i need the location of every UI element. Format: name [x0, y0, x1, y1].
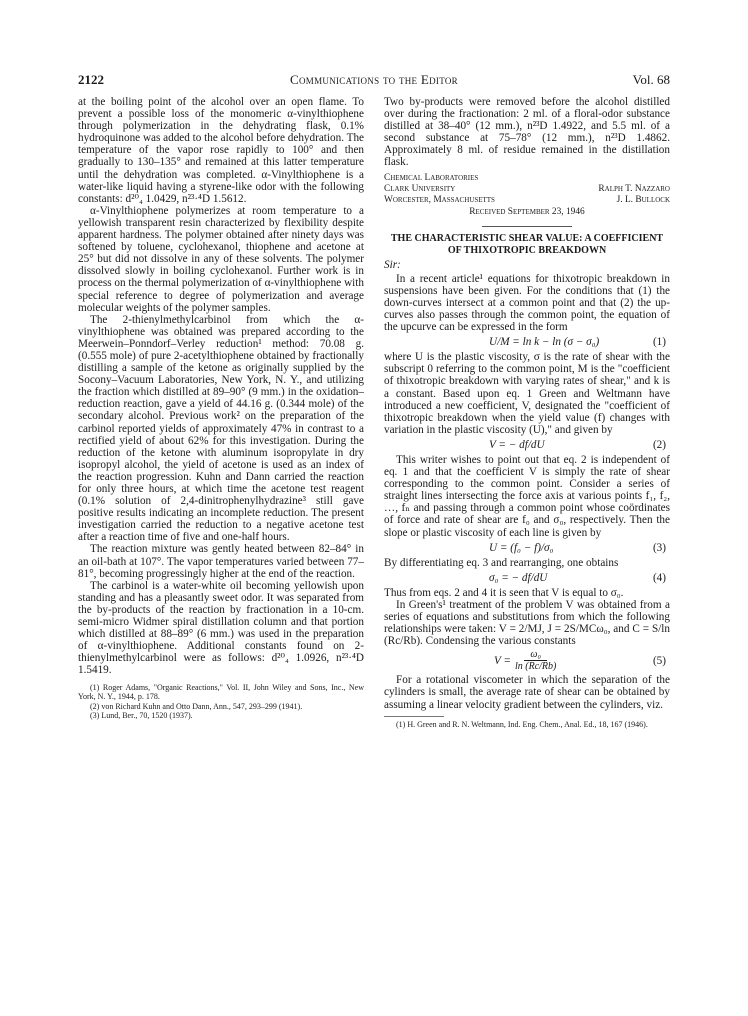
right-column: [384, 96, 670, 729]
paragraph: In Green's¹ treatment of the problem V was obtained from a series of equations and substitutions from which the following relationships were taken: V = 2/MJ, J = 2S/MCω₀, and C = S/ln (Rc/Rb). Condensing the various constants: [384, 599, 670, 648]
university-name: Clark University: [384, 183, 456, 194]
footnote: (3) Lund, Ber., 70, 1520 (1937).: [90, 711, 193, 721]
received-date: Received September 23, 1946: [469, 206, 585, 217]
equation: [384, 647, 670, 674]
paragraph: For a rotational viscometer in which the separation of the cylinders is small, the average rate of shear can be obtained by assuming a linear velocity gradient between the cylinders, viz.: [384, 674, 670, 711]
salutation: Sir:: [384, 258, 401, 271]
running-title: Communications to the Editor: [290, 72, 458, 87]
paragraph: Two by-products were removed before the alcohol distilled over during the fractionation: 2 ml. of a floral-odor substance distilled at 38–40° (12 mm.), n²³D 1.4922, and 5.5 ml. of a second substance at 75–78° (12 mm.), n²³D 1.4862. Approximately 8 ml. of residue remained in the distillation flask.: [384, 96, 670, 169]
fraction-numerator: ω₀: [524, 649, 547, 661]
paragraph: α-Vinylthiophene polymerizes at room temperature to a yellowish transparent resin characterized by flexibility despite apparent hardness. The polymer obtained after ninety days was softened by toluene, cyclohexanol, thiophene and acetone at 25° but did not dissolve in any of these solvents. The polymer dissolved slowly in boiling cyclohexanol. Further work is in process on the thermal polymerization of α-vinylthiophene with special reference to degree of polymerization and average molecular weights of the polymer samples.: [78, 204, 364, 314]
equation-lhs: V =: [494, 654, 511, 667]
left-column: [78, 96, 364, 721]
fraction-denominator: ln (Rc/Rb): [514, 661, 557, 673]
paragraph: In a recent article¹ equations for thixotropic breakdown in suspensions have been given. For the conditions that (1) the down-curves intersect at a common point and that (2) the up-curves also passes through the common point, the equation of the upcurve can be expressed in the form: [384, 272, 670, 334]
paragraph: This writer wishes to point out that eq. 2 is independent of eq. 1 and that the coefficient V is simply the rate of shear corresponding to the common point. Consider a series of straight lines intersecting the force axis at various points f₁, f₂, …, fₙ and passing through a common point whose coördinates of force and rate of shear are f₀ and σ₀, respectively. Then the slope or plastic viscosity of each line is given by: [384, 453, 670, 539]
paragraph: where U is the plastic viscosity, σ is the rate of shear with the subscript 0 referring to the common point, M is the "coefficient of thixotropic breakdown with varying rates of shear," and k is a constant. Based upon eq. 1 Green and Weltmann have introduced a new coefficient, V, designated the "coefficient of thixotropic breakdown when the yield value (f) changes with variation in the plastic viscosity (U)," and given by: [384, 351, 670, 436]
equation-body: U/M = ln k − ln (σ − σ₀): [489, 336, 600, 349]
city-name: Worcester, Massachusetts: [384, 194, 495, 205]
paragraph: The reaction mixture was gently heated between 82–84° in an oil-bath at 107°. The vapor temperatures varied between 77–81°, becoming progressingly higher at the end of the reaction.: [78, 543, 364, 580]
author-name: J. L. Bullock: [616, 194, 670, 205]
fraction: [515, 649, 556, 672]
paragraph: The carbinol is a water-white oil becoming yellowish upon standing and has a pleasantly sweet odor. It was separated from the by-products of the reaction by fractionation in a 10-cm. semi-micro Widmer spiral distillation column and that portion which distilled at 88–89° (6 mm.) was used in the preparation of α-vinylthiophene. Additional constants found on 2-thienylmethylcarbinol were as follows: d²⁰₄ 1.0926, n²³·⁴D 1.5419.: [78, 579, 364, 677]
equation-number: (3): [652, 541, 666, 554]
footnotes: [78, 683, 364, 721]
author-name: Ralph T. Nazzaro: [598, 183, 670, 194]
footnote: (1) H. Green and R. N. Weltmann, Ind. Eng. Chem., Anal. Ed., 18, 167 (1946).: [396, 719, 648, 729]
equation: [384, 539, 670, 557]
volume-label: Vol. 68: [632, 72, 670, 87]
equation: [384, 436, 670, 454]
lab-name: Chemical Laboratories: [384, 172, 479, 183]
paragraph: Thus from eqs. 2 and 4 it is seen that V is equal to σ₀.: [384, 586, 624, 599]
equation-body: σ₀ = − df/dU: [489, 571, 548, 584]
equation-number: (2): [652, 438, 666, 451]
paragraph: at the boiling point of the alcohol over an open flame. To prevent a possible loss of the monomeric α-vinylthiophene through polymerization in the dehydrating flask, 0.1% hydroquinone was added to the alcohol before dehydration. The temperature of the vapor rose rapidly to 100° and then gradually to 130–135° and remained at this latter temperature until the dehydration was completed. α-Vinylthiophene is a water-like liquid having a styrene-like odor with the following constants: d²⁰₄ 1.0429, n²³·⁴D 1.5612.: [78, 96, 364, 205]
paragraph: By differentiating eq. 3 and rearranging, one obtains: [384, 556, 619, 569]
equation: [384, 333, 670, 351]
page-number: 2122: [78, 72, 104, 87]
equation-number: (4): [652, 571, 666, 584]
equation-number: (5): [652, 654, 666, 667]
author-affiliation: [384, 173, 670, 218]
footnote-rule: [384, 716, 444, 717]
page-header: [78, 72, 670, 88]
section-divider: [482, 226, 572, 227]
article-title: THE CHARACTERISTIC SHEAR VALUE: A COEFFICIENT OF THIXOTROPIC BREAKDOWN: [390, 232, 664, 256]
equation: [384, 569, 670, 587]
equation-number: (1): [652, 336, 666, 349]
footnote: (2) von Richard Kuhn and Otto Dann, Ann., 547, 293–299 (1941).: [90, 701, 303, 711]
footnote: (1) Roger Adams, "Organic Reactions," Vol. II, John Wiley and Sons, Inc., New York, N. Y., 1944, p. 178.: [78, 682, 364, 702]
equation-body: V = − df/dU: [489, 438, 545, 451]
equation-body: U = (f₀ − f)/σ₀: [489, 541, 554, 554]
paragraph: The 2-thienylmethylcarbinol from which the α-vinylthiophene was obtained was prepared according to the Meerwein–Ponndorf–Verley reduction¹ method: 70.08 g. (0.555 mole) of pure 2-acetylthiophene obtained by fractionally distilling a sample of the ketone as originally supplied by the Socony–Vacuum Laboratories, New York, N. Y., and utilizing the fraction which distilled at 89–90° (9 mm.) in the oxidation–reduction reaction, gave a yield of 44.16 g. (0.344 mole) of the secondary alcohol. Previous work² on the preparation of the carbinol reported yields of approximately 47% in contrast to a rectified yield of about 62% for this investigation. During the reduction of the ketone with aluminum isopropylate in dry isopropyl alcohol, the yield of acetone is used as an index of the reaction progression. Kuhn and Dann carried the reaction for only three hours, at which time the acetone test reagent (0.1% solution of 2,4-dinitrophenylhydrazine³ still gave positive results indicating an incomplete reduction. The present investigation carried the reduction to a negative acetone test after a reaction time of five and one-half hours.: [78, 313, 364, 544]
